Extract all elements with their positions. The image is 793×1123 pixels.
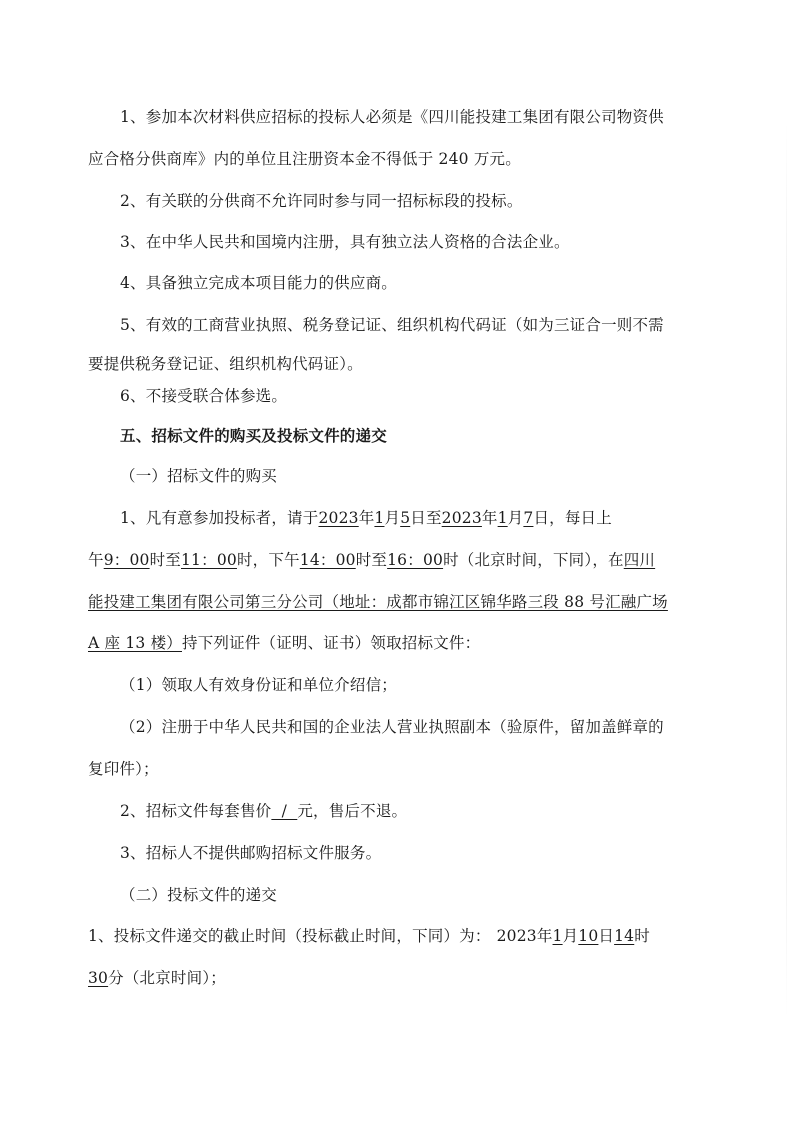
subsection-2-heading: （二）投标文件的递交 (120, 886, 278, 904)
requirement-5-line-2: 要提供税务登记证、组织机构代码证）。 (88, 355, 363, 373)
section-5-heading: 五、招标文件的购买及投标文件的递交 (120, 426, 387, 445)
deadline-minute: 30 (88, 969, 109, 987)
start-month: 1 (374, 509, 385, 527)
end-month: 1 (497, 509, 508, 527)
requirement-3: 3、在中华人民共和国境内注册，具有独立法人资格的合法企业。 (120, 233, 570, 251)
end-year: 2023 (441, 509, 482, 527)
location-start: 四川 (623, 551, 656, 569)
item-2-line-2: 复印件）； (88, 760, 159, 778)
price-text: 2、招标文件每套售价 (120, 802, 272, 820)
deadline-day: 10 (578, 927, 599, 945)
month-label: 月 (507, 509, 524, 527)
deadline-line (88, 925, 650, 947)
beijing-time-text: 时（北京时间，下同），在 (443, 551, 624, 569)
purchase-text: 1、凡有意参加投标者，请于 (120, 509, 319, 527)
deadline-text: 1、投标文件递交的截止时间（投标截止时间，下同）为： (88, 927, 491, 945)
requirement-6: 6、不接受联合体参选。 (120, 387, 288, 405)
location-end: A 座 13 楼） (88, 634, 182, 652)
deadline-hour: 14 (614, 927, 635, 945)
to-label: 时至 (355, 551, 388, 569)
to-label: 时至 (149, 551, 181, 569)
year-label: 年 (358, 509, 375, 527)
pm-label: 时，下午 (236, 551, 300, 569)
scan-edge (786, 120, 787, 1020)
daily-text: 日，每日上 (533, 509, 612, 527)
location-address: 能投建工集团有限公司第三分公司（地址：成都市锦江区锦华路三段 88 号汇融广场 (88, 593, 668, 611)
item-2-line-1: （2）注册于中华人民共和国的企业法人营业执照副本（验原件，留加盖鲜章的 (120, 718, 664, 736)
price-value: / (271, 802, 298, 820)
am-end-time: 11：00 (181, 551, 237, 569)
end-day: 7 (523, 509, 534, 527)
purchase-date-line (120, 507, 612, 529)
am-label: 午 (88, 551, 104, 569)
price-line (120, 800, 407, 822)
start-year: 2023 (318, 509, 359, 527)
requirement-4: 4、具备独立完成本项目能力的供应商。 (120, 274, 397, 292)
hour-label: 时 (634, 927, 650, 945)
year-label: 年 (536, 927, 553, 945)
requirement-5-line-1: 5、有效的工商营业执照、税务登记证、组织机构代码证（如为三证合一则不需 (120, 316, 664, 334)
start-day: 5 (400, 509, 411, 527)
requirement-1-line-1: 1、参加本次材料供应招标的投标人必须是《四川能投建工集团有限公司物资供 (120, 108, 664, 126)
day-to-label: 日至 (410, 509, 442, 527)
no-mail-order: 3、招标人不提供邮购招标文件服务。 (120, 844, 382, 862)
month-label: 月 (562, 927, 579, 945)
item-1: （1）领取人有效身份证和单位介绍信； (120, 676, 397, 694)
collect-docs-text: 持下列证件（证明、证书）领取招标文件： (182, 634, 481, 652)
requirement-2: 2、有关联的分供商不允许同时参与同一招标标段的投标。 (120, 192, 523, 210)
deadline-month: 1 (552, 927, 563, 945)
subsection-1-heading: （一）招标文件的购买 (120, 467, 278, 485)
deadline-year: 2023 (496, 927, 537, 945)
location-end-line (88, 632, 480, 654)
day-label: 日 (598, 927, 615, 945)
pm-end-time: 16：00 (387, 551, 444, 569)
price-suffix: 元，售后不退。 (297, 802, 408, 820)
beijing-time-label: 分（北京时间）； (108, 969, 226, 987)
requirement-1-line-2: 应合格分供商库》内的单位且注册资本金不得低于 240 万元。 (88, 150, 521, 168)
year-label: 年 (481, 509, 498, 527)
purchase-time-line (88, 549, 655, 571)
am-start-time: 9：00 (103, 551, 150, 569)
deadline-line-2 (88, 967, 226, 989)
month-label: 月 (384, 509, 401, 527)
pm-start-time: 14：00 (299, 551, 356, 569)
